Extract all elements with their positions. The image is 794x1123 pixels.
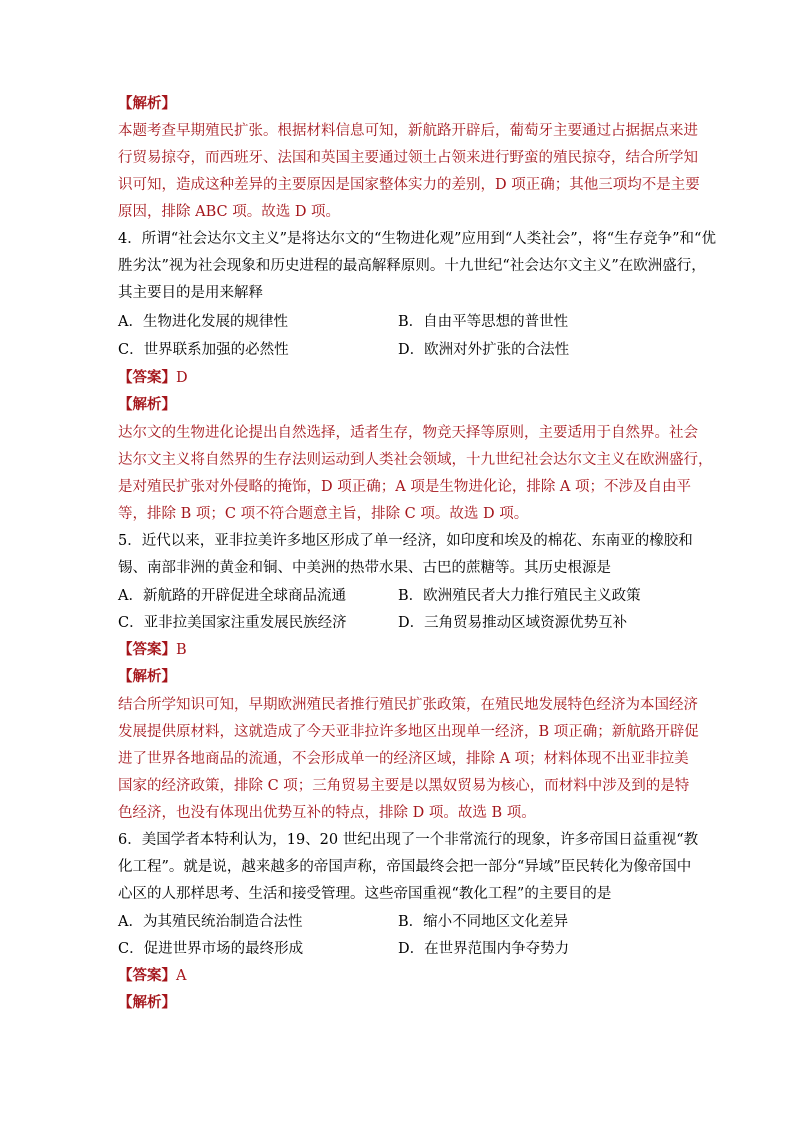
question-stem-line: 锡、南部非洲的黄金和铜、中美洲的热带水果、古巴的蔗糖等。其历史根源是 (118, 560, 611, 576)
analysis-text-line: 达尔文的生物进化论提出自然选择，适者生存，物竞天择等原则，主要适用于自然界。社会 (118, 425, 698, 441)
question-stem-line: 5．近代以来，亚非拉美许多地区形成了单一经济，如印度和埃及的棉花、东南亚的橡胶和 (118, 533, 693, 549)
analysis-label: 【解析】 (118, 396, 176, 413)
option-d: D．三角贸易推动区域资源优势互补 (398, 615, 628, 631)
analysis-text-line: 行贸易掠夺，而西班牙、法国和英国主要通过领土占领来进行野蛮的殖民掠夺，结合所学知 (118, 150, 698, 166)
analysis-text-line: 是对殖民扩张对外侵略的掩饰，D 项正确；A 项是生物进化论，排除 A 项；不涉及自由平 (118, 479, 692, 495)
question-stem-line: 化工程”。就是说，越来越多的帝国声称，帝国最终会把一部分“异域”臣民转化为像帝国中 (118, 859, 692, 875)
question-stem-line: 4．所谓“社会达尔文主义”是将达尔文的“生物进化观”应用到“人类社会”，将“生存竞争”和“优 (118, 231, 716, 247)
option-row (118, 613, 683, 633)
analysis-label: 【解析】 (118, 668, 176, 685)
answer-value: B (176, 642, 187, 658)
question-stem-line: 胜劣汰”视为社会现象和历史进程的最高解释原则。十九世纪“社会达尔文主义”在欧洲盛行， (118, 258, 706, 274)
option-row (118, 312, 683, 332)
answer-label: 【答案】 (118, 641, 176, 658)
option-b: B．欧洲殖民者大力推行殖民主义政策 (398, 588, 641, 604)
analysis-text-line: 识可知，造成这种差异的主要原因是国家整体实力的差别，D 项正确；其他三项均不是主要 (118, 177, 700, 193)
analysis-text-line: 原因，排除 ABC 项。故选 D 项。 (118, 204, 341, 220)
option-a: A．生物进化发展的规律性 (118, 314, 288, 330)
analysis-text-line: 等，排除 B 项；C 项不符合题意主旨，排除 C 项。故选 D 项。 (118, 506, 529, 522)
analysis-label: 【解析】 (118, 95, 176, 112)
option-a: A．为其殖民统治制造合法性 (118, 914, 303, 930)
option-d: D．在世界范围内争夺势力 (398, 941, 570, 957)
answer-value: A (176, 968, 187, 984)
analysis-text-line: 进了世界各地商品的流通，不会形成单一的经济区域，排除 A 项；材料体现不出亚非拉美 (118, 751, 689, 767)
option-c: C．亚非拉美国家注重发展民族经济 (118, 615, 347, 631)
answer-value: D (176, 370, 188, 386)
answer-row (118, 640, 683, 660)
option-row (118, 939, 683, 959)
option-b: B．缩小不同地区文化差异 (398, 914, 569, 930)
option-a: A．新航路的开辟促进全球商品流通 (118, 588, 346, 604)
option-d: D．欧洲对外扩张的合法性 (398, 342, 570, 358)
analysis-text-line: 色经济，也没有体现出优势互补的特点，排除 D 项。故选 B 项。 (118, 805, 536, 821)
analysis-text-line: 达尔文主义将自然界的生存法则运动到人类社会领域，十九世纪社会达尔文主义在欧洲盛行， (118, 452, 713, 468)
analysis-text-line: 结合所学知识可知，早期欧洲殖民者推行殖民扩张政策，在殖民地发展特色经济为本国经济 (118, 697, 698, 713)
option-row (118, 586, 683, 606)
answer-row (118, 368, 683, 388)
question-stem-line: 6．美国学者本特利认为，19、20 世纪出现了一个非常流行的现象，许多帝国日益重视“教 (118, 832, 699, 848)
option-b: B．自由平等思想的普世性 (398, 314, 569, 330)
answer-label: 【答案】 (118, 967, 176, 984)
answer-label: 【答案】 (118, 369, 176, 386)
option-c: C．世界联系加强的必然性 (118, 342, 289, 358)
option-row (118, 340, 683, 360)
answer-row (118, 966, 683, 986)
question-stem-line: 心区的人那样思考、生活和接受管理。这些帝国重视“教化工程”的主要目的是 (118, 886, 612, 902)
analysis-label: 【解析】 (118, 994, 176, 1011)
analysis-text-line: 国家的经济政策，排除 C 项；三角贸易主要是以黑奴贸易为核心，而材料中涉及到的是特 (118, 778, 690, 794)
question-stem-line: 其主要目的是用来解释 (118, 285, 263, 301)
option-row (118, 912, 683, 932)
option-c: C．促进世界市场的最终形成 (118, 941, 304, 957)
analysis-text-line: 本题考查早期殖民扩张。根据材料信息可知，新航路开辟后，葡萄牙主要通过占据据点来进 (118, 123, 698, 139)
analysis-text-line: 发展提供原材料，这就造成了今天亚非拉许多地区出现单一经济，B 项正确；新航路开辟促 (118, 724, 699, 740)
